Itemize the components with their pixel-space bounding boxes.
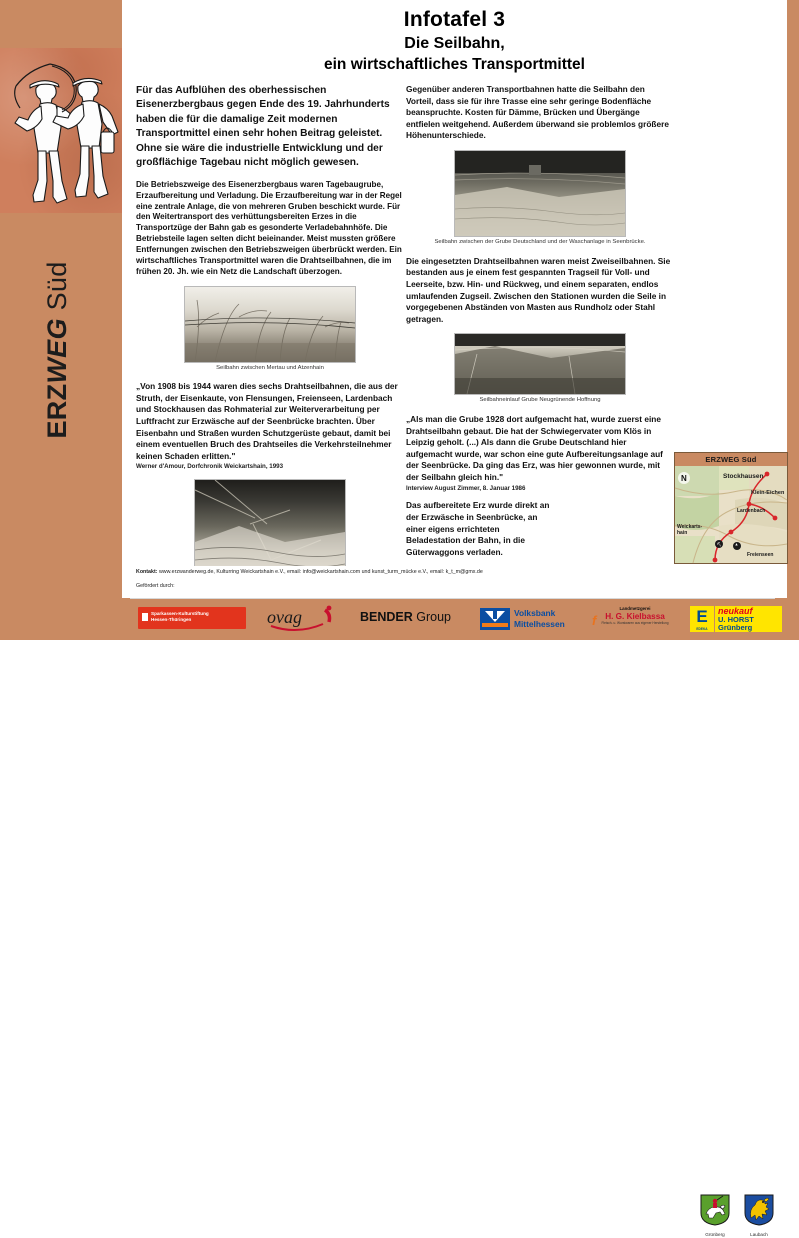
neukauf-panel xyxy=(715,606,782,632)
right-quote: „Als man die Grube 1928 dort aufgemacht hat, wurde zuerst eine Drahtseilbahn gebaut. Die hat der Schwiegervater vom Klös in Leipzig geholt. (...) Als dann die Grube Deutschland hier aufgemacht wurde, war schon eine gute Aufbereitungsanlage auf der Seenbrücke. Da ging das Erz, was hier gewonnen wurde, mit der Seilbahn gleich hin." xyxy=(406,414,663,483)
page-subtitle-1: Die Seilbahn, xyxy=(404,35,505,52)
sponsor-sparkassen-line2: Hessen-Thüringen xyxy=(151,616,192,622)
brand-part-weg: WEG xyxy=(42,318,72,384)
svg-text:Weickarts-: Weickarts- xyxy=(677,524,703,530)
kielbassa-flame-icon: f xyxy=(592,613,597,628)
gruenberg-coat-of-arms-icon xyxy=(700,1194,730,1226)
bender-bold: BENDER xyxy=(360,610,413,624)
svg-text:Stockhausen: Stockhausen xyxy=(723,473,764,480)
volksbank-text xyxy=(514,608,565,631)
miners-drawing-icon xyxy=(0,48,122,213)
svg-text:⛏: ⛏ xyxy=(716,541,722,547)
sponsor-volksbank-mittelhessen xyxy=(480,607,595,632)
crest-gruenberg-label: Grünberg xyxy=(705,1232,725,1237)
page-title: Infotafel 3 xyxy=(403,8,506,31)
sponsor-ovag xyxy=(265,604,343,632)
poster-content xyxy=(122,0,787,598)
kielbassa-line2: H. G. Kielbassa xyxy=(605,612,665,621)
map-inset-title: ERZWEG Süd xyxy=(675,453,787,466)
photo-caption-1-left: Seilbahn zwischen Mertau und Atzenhain xyxy=(216,364,324,371)
left-quote: „Von 1908 bis 1944 waren dies sechs Drahtseilbahnen, die aus der Struth, der Eisenkaute, von Flensungen, Freienseen, Lardenbach und Stockhausen das Rohmaterial zur Weiterverarbeitung per Luftfracht zur Erzwäsche auf der Seenbrücke brachten. Über Eisenbahn und Straßen wurden Schutzgerüste gebaut, damit bei einem eventuellen Bruch des Drahtseiles die Verkehrsteilnehmer keinen Schaden erlitten." xyxy=(136,381,398,461)
sparkasse-s-icon xyxy=(142,613,148,621)
right-paragraph-1: Gegenüber anderen Transportbahnen hatte die Seilbahn den Vorteil, dass sie für ihre Trasse eine sehr geringe Bodenfläche beanspruchte. Kosten für Dämme, Brücken und Übergänge entfielen weitgehend. Außerdem überwand sie problemlos größere Höhenunterschiede. xyxy=(406,84,669,141)
volksbank-line2: Mittelhessen xyxy=(514,619,565,630)
sponsor-kielbassa xyxy=(590,606,680,632)
photo-seilbahn-mertau-atzenhain xyxy=(184,286,356,363)
crest-gruenberg xyxy=(698,1194,732,1238)
svg-text:Freienseen: Freienseen xyxy=(747,552,774,558)
photo-seilbahneinlauf-neugruenende-hoffnung xyxy=(454,333,626,395)
crest-laubach xyxy=(742,1194,776,1238)
map-inset-body[interactable] xyxy=(675,466,787,563)
contact-label: Kontakt: xyxy=(136,569,158,575)
photo-texture-icon xyxy=(195,480,345,577)
contact-text: www.erzwanderweg.de, Kulturring Weickartshain e.V., email: info@weickartshain.com und kunst_turm_mücke e.V., email: k_t_m@gmx.de xyxy=(158,569,483,575)
brand-part-erz: ERZ xyxy=(42,383,72,439)
svg-text:hain: hain xyxy=(677,530,688,536)
poster-header xyxy=(122,0,787,74)
sponsor-bender-group xyxy=(360,610,451,624)
volksbank-orange-bar xyxy=(482,623,508,627)
svg-text:▲: ▲ xyxy=(734,541,739,547)
brand-erzweg-sued xyxy=(42,240,82,460)
funded-by-label: Gefördert durch: xyxy=(136,583,175,589)
kielbassa-line3: Fleisch- u. Wurstwaren aus eigener Herstellung xyxy=(601,621,669,625)
ovag-logo-icon xyxy=(265,604,343,632)
left-body-paragraph: Die Betriebszweige des Eisenerzbergbaus waren Tagebaugrube, Erzaufbereitung und Verladung. Die Erzaufbereitung war in der Regel eine zentrale Anlage, die von mehreren Gruben beschickt wurde. Für den Weitertransport des verhüttungsbereiten Erzes in die Transportzüge der Bahn gab es gesonderte Verladebahnhöfe. Die Betriebsteile lagen selten dicht beieinander. Meist mussten größere Entfernungen zwischen den Betriebszweigen überbrückt werden. Ein wirtschaftliches Transportmittel waren die Drahtseilbahnen, die im frühen 20. Jh. wie ein Netz die Landschaft überzogen. xyxy=(136,179,402,276)
contact-line xyxy=(136,569,483,575)
neukauf-line2: U. HORST xyxy=(718,615,754,624)
brand-part-sued: Süd xyxy=(42,261,72,319)
sponsor-sparkassen-kulturstiftung xyxy=(138,607,246,629)
svg-text:Klein-Eichen: Klein-Eichen xyxy=(751,490,785,496)
sponsor-logo-row xyxy=(0,598,799,1237)
miners-illustration xyxy=(0,48,122,213)
neukauf-line3: Grünberg xyxy=(718,622,753,632)
right-paragraph-3: Das aufbereitete Erz wurde direkt an der Erzwäsche in Seenbrücke, an einer eigens errichteten Beladestation der Bahn, in die Güterwaggons verladen. xyxy=(406,500,550,557)
photo-caption-2-right: Seilbahneinlauf Grube Neugrünende Hoffnung xyxy=(479,397,601,404)
photo-texture-icon xyxy=(455,334,625,394)
sponsor-sparkassen-line1: Sparkassen-Kulturstiftung xyxy=(151,611,209,616)
bender-light: Group xyxy=(412,610,452,624)
kielbassa-line1: Landmetzgerei xyxy=(619,606,651,611)
right-quote-source: Interview August Zimmer, 8. Januar 1986 xyxy=(406,484,526,492)
photo-seilbahn-grube-deutschland-waschanlage xyxy=(454,150,626,237)
right-accent-band xyxy=(787,0,799,598)
poster-footer xyxy=(122,566,787,598)
page-subtitle-2: ein wirtschaftliches Transportmittel xyxy=(324,56,585,73)
photo-aufbaustation-grube-deutschland xyxy=(194,479,346,578)
photo-texture-icon xyxy=(185,287,355,362)
map-graphic-icon xyxy=(675,466,787,563)
photo-texture-icon xyxy=(455,151,625,236)
left-quote-source: Werner d'Amour, Dorfchronik Weickartshain, 1993 xyxy=(136,463,284,471)
left-sidebar xyxy=(0,0,122,640)
laubach-coat-of-arms-icon xyxy=(744,1194,774,1226)
edeka-e-icon: E xyxy=(690,606,714,632)
right-column xyxy=(406,84,674,567)
crest-laubach-label: Laubach xyxy=(750,1232,768,1237)
photo-caption-1-right: Seilbahn zwischen der Grube Deutschland und der Waschanlage in Seenbrücke. xyxy=(434,239,646,246)
map-inset[interactable] xyxy=(674,452,788,564)
neukauf-line1: neukauf xyxy=(718,606,753,616)
sponsor-neukauf-horst xyxy=(690,606,782,632)
svg-text:ovag: ovag xyxy=(267,607,302,627)
edeka-wordmark: EDEKA xyxy=(696,627,708,631)
left-lead-paragraph: Für das Aufblühen des oberhessischen Eisenerzbergbaus gegen Ende des 19. Jahrhunderts haben die für die damalige Zeit modernen Transportmittel einen sehr hohen Beitrag geleistet. Ohne sie wäre die industrielle Entwicklung und der großflächige Tagebau nicht möglich gewesen. xyxy=(136,85,390,169)
svg-text:Lardenbach: Lardenbach xyxy=(737,508,766,514)
volksbank-line1: Volksbank xyxy=(514,608,556,618)
left-column xyxy=(136,84,404,597)
sidebar-top-band xyxy=(0,0,122,47)
right-paragraph-2: Die eingesetzten Drahtseilbahnen waren meist Zweiseilbahnen. Sie bestanden aus je einem fest gespannten Tragseil für Voll- und Leerseite, bzw. Hin- und Rückweg, und einem separaten, endlos umlaufenden Zugseil. Zwischen den Stationen wurden die Seile in vorgegebenen Abständen von Masten aus Rundholz oder Stahl getragen. xyxy=(406,255,671,324)
svg-text:N: N xyxy=(681,474,687,483)
